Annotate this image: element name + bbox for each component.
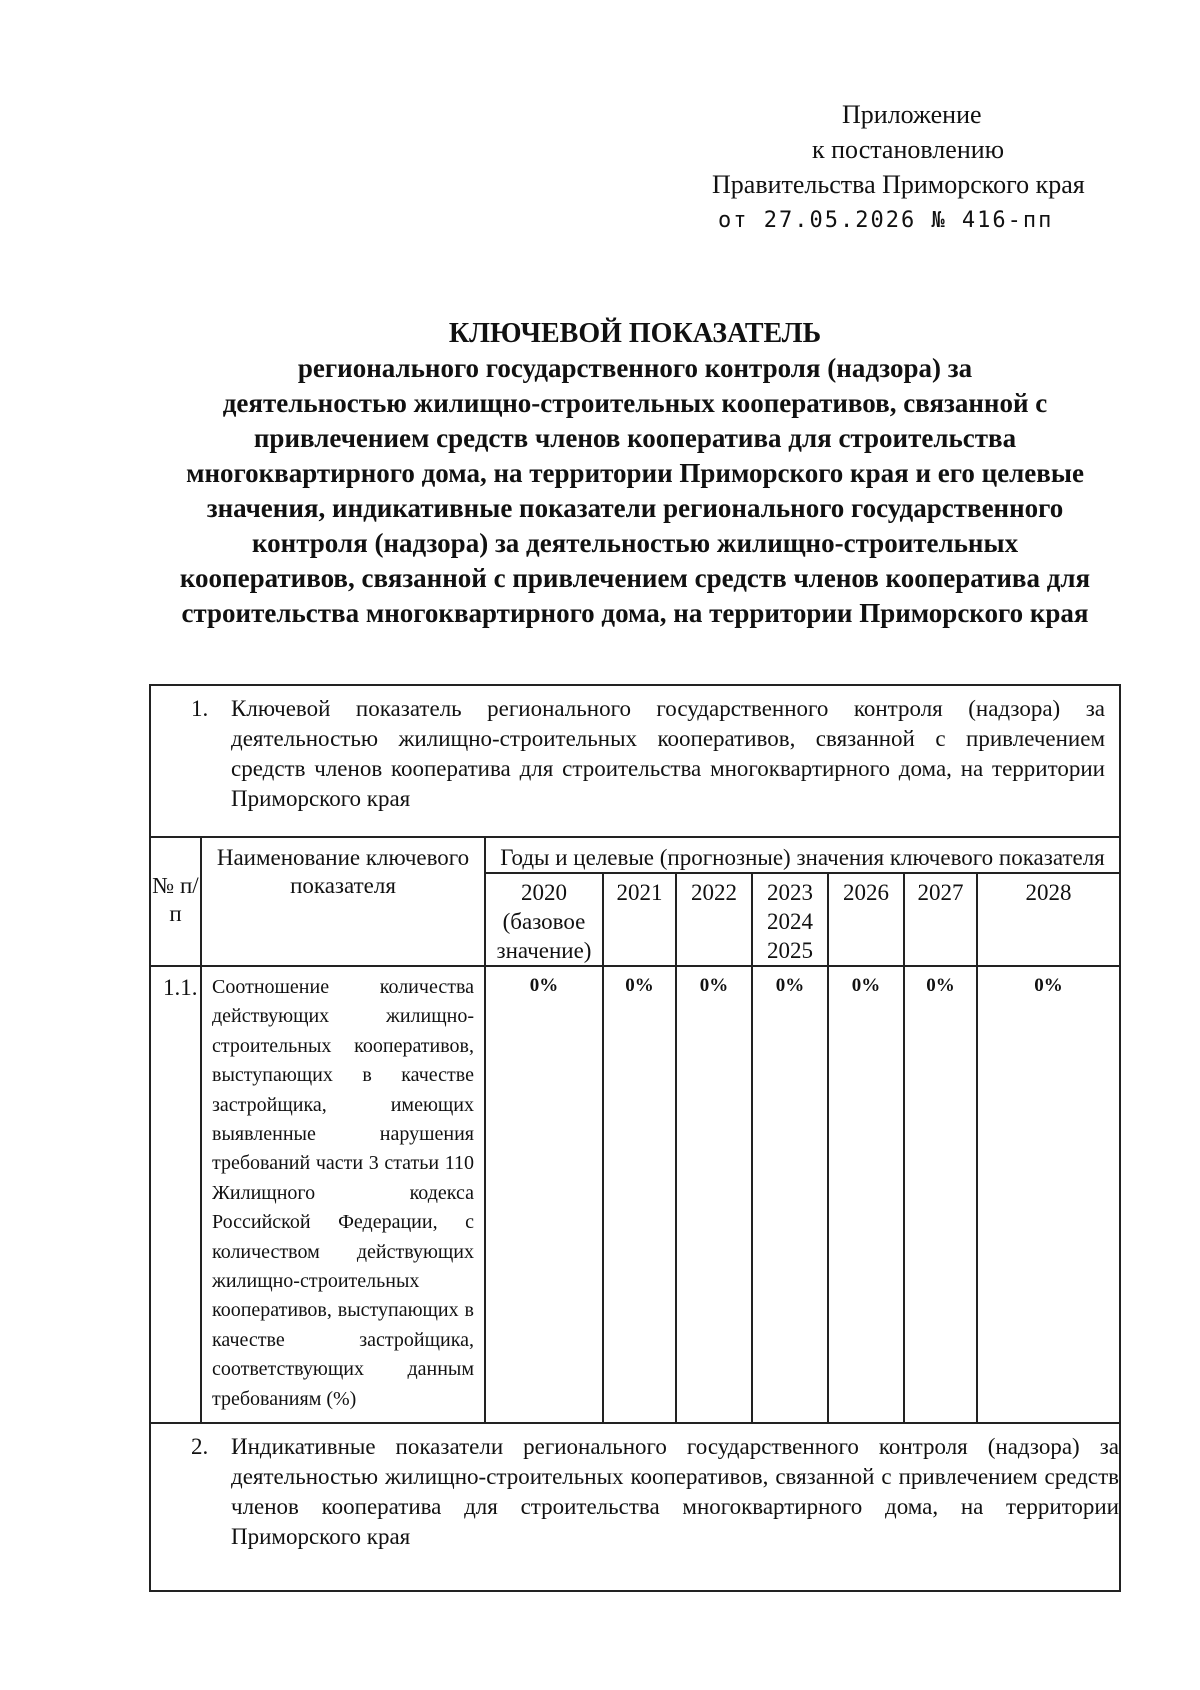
- year-header: 2026: [828, 873, 904, 966]
- target-value: 0%: [977, 966, 1120, 1423]
- title-line: кооперативов, связанной с привлечением средств членов кооператива для: [179, 563, 1091, 593]
- target-value: 0%: [485, 966, 603, 1423]
- attachment-line: Правительства Приморского края: [712, 170, 1085, 199]
- column-header-number: № п/п: [150, 837, 201, 966]
- year-header: 2027: [904, 873, 977, 966]
- year-header: 2023 2024 2025: [752, 873, 828, 966]
- title-line: регионального государственного контроля (надзора) за: [297, 353, 973, 383]
- target-value: 0%: [676, 966, 752, 1423]
- attachment-line: Приложение: [842, 100, 982, 129]
- title-line: контроля (надзора) за деятельностью жилищно-строительных: [251, 528, 1019, 558]
- title-line: строительства многоквартирного дома, на территории Приморского края: [181, 598, 1089, 628]
- column-header-name: Наименование ключевого показателя: [201, 837, 485, 966]
- target-value: 0%: [752, 966, 828, 1423]
- indicator-table: [149, 684, 1121, 1592]
- attachment-line: к постановлению: [812, 135, 1005, 164]
- table-row: [150, 966, 1120, 1423]
- document-title: [140, 316, 1130, 631]
- indicator-text-end: требованиям (%): [212, 1387, 357, 1410]
- year-header: 2020 (базовое значение): [485, 873, 603, 966]
- target-value: 0%: [828, 966, 904, 1423]
- section-title: Индикативные показатели регионального государственного контроля (надзора) за деятельностью жилищно-строительных кооперативов, связанной с привлечением средств членов кооператива для строительства многоквартирного дома, на территории Приморского края: [231, 1434, 1119, 1550]
- indicator-text: Соотношение количества действующих жилищно-строительных кооперативов, выступающих в качестве застройщика, имеющих выявленные нарушения требований части 3 статьи 110 Жилищного кодекса Российской Федерации, с количеством действующих жилищно-строительных кооперативов, выступающих в качестве застройщика, соответствующих данным: [212, 976, 474, 1381]
- title-main: КЛЮЧЕВОЙ ПОКАЗАТЕЛЬ: [448, 318, 822, 349]
- decree-date-number: от 27.05.2026 № 416-пп: [718, 208, 1054, 233]
- target-value: 0%: [603, 966, 676, 1423]
- indicator-name: [201, 966, 485, 1423]
- title-line: деятельностью жилищно-строительных кооперативов, связанной с: [222, 388, 1048, 418]
- row-number: 1.1.: [150, 966, 201, 1423]
- target-value: 0%: [904, 966, 977, 1423]
- section-number: 2.: [191, 1434, 209, 1460]
- title-line: привлечением средств членов кооператива для строительства: [253, 423, 1017, 453]
- year-header: 2028: [977, 873, 1120, 966]
- section-2: [150, 1423, 1120, 1591]
- title-line: значения, индикативные показатели регионального государственного: [206, 493, 1064, 523]
- title-line: многоквартирного дома, на территории Приморского края и его целевые: [186, 458, 1084, 488]
- year-header: 2021: [603, 873, 676, 966]
- section-number: 1.: [191, 696, 209, 721]
- column-header-years: Годы и целевые (прогнозные) значения ключевого показателя: [485, 837, 1120, 873]
- year-header: 2022: [676, 873, 752, 966]
- section-title: Ключевой показатель регионального государственного контроля (надзора) за деятельностью жилищно-строительных кооперативов, связанной с привлечением средств членов кооператива для строительства многоквартирного дома, на территории Приморского края: [231, 696, 1105, 811]
- section-1: [150, 685, 1120, 837]
